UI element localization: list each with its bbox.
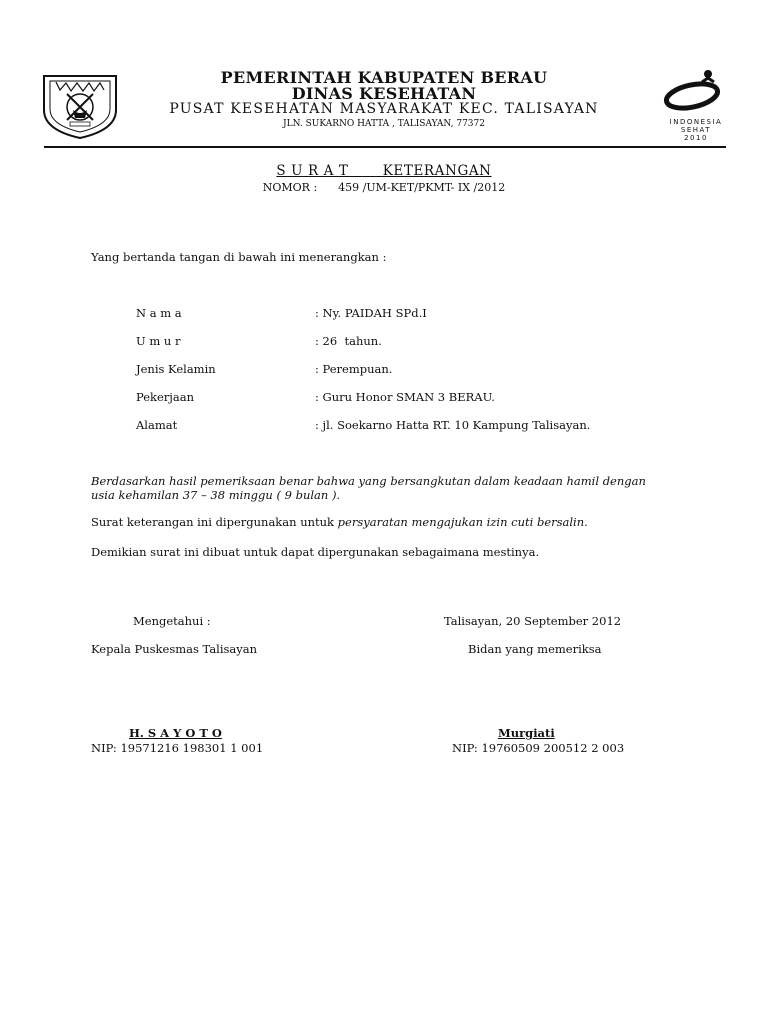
purpose-italic: persyaratan mengajukan izin cuti bersalin. xyxy=(337,515,588,529)
left-signatory-name: H. S A Y O T O xyxy=(129,726,222,740)
field-value-umur: : 26 tahun. xyxy=(315,334,382,348)
field-label-pekerjaan: Pekerjaan xyxy=(136,390,194,404)
letter-title: S U R A T KETERANGAN xyxy=(276,163,492,179)
left-signatory-nip: NIP: 19571216 198301 1 001 xyxy=(91,741,264,755)
field-label-jenis-kelamin: Jenis Kelamin xyxy=(136,362,216,376)
left-sign-heading: Mengetahui : xyxy=(133,614,211,628)
letterhead-address: JLN. SUKARNO HATTA , TALISAYAN, 77372 xyxy=(283,119,485,129)
logo-text-sehat: SEHAT xyxy=(680,126,712,134)
letterhead-agency: DINAS KESEHATAN xyxy=(291,84,477,103)
finding-text-line2: usia kehamilan 37 – 38 minggu ( 9 bulan ). xyxy=(91,488,341,502)
letterhead-divider xyxy=(44,146,726,148)
closing-text: Demikian surat ini dibuat untuk dapat dipergunakan sebagaimana mestinya. xyxy=(91,545,540,559)
indonesia-sehat-swoosh-icon xyxy=(662,66,730,114)
field-value-jenis-kelamin: : Perempuan. xyxy=(315,362,393,376)
field-value-pekerjaan: : Guru Honor SMAN 3 BERAU. xyxy=(315,390,495,404)
letterhead-government: PEMERINTAH KABUPATEN BERAU xyxy=(220,68,548,87)
right-sign-role: Bidan yang memeriksa xyxy=(468,642,602,656)
intro-text: Yang bertanda tangan di bawah ini menerangkan : xyxy=(91,250,387,264)
right-signatory-nip: NIP: 19760509 200512 2 003 xyxy=(452,741,625,755)
indonesia-sehat-logo xyxy=(662,66,730,142)
field-label-alamat: Alamat xyxy=(136,418,178,432)
logo-text-indonesia: INDONESIA xyxy=(669,118,723,126)
field-value-alamat: : jl. Soekarno Hatta RT. 10 Kampung Talisayan. xyxy=(315,418,591,432)
logo-text-year: 2010 xyxy=(684,134,708,142)
finding-text-line1: Berdasarkan hasil pemeriksaan benar bahwa yang bersangkutan dalam keadaan hamil dengan xyxy=(91,474,646,488)
letterhead-puskesmas: PUSAT KESEHATAN MASYARAKAT KEC. TALISAYAN xyxy=(169,101,599,117)
right-sign-date: Talisayan, 20 September 2012 xyxy=(444,614,622,628)
field-label-umur: U m u r xyxy=(136,334,181,348)
field-value-nama: : Ny. PAIDAH SPd.I xyxy=(315,306,427,320)
purpose-text xyxy=(91,515,588,529)
right-signatory-name: Murgiati xyxy=(498,726,555,740)
left-sign-role: Kepala Puskesmas Talisayan xyxy=(91,642,258,656)
purpose-prefix: Surat keterangan ini dipergunakan untuk xyxy=(91,515,338,529)
field-label-nama: N a m a xyxy=(136,306,182,320)
letter-number: NOMOR : 459 /UM-KET/PKMT- IX /2012 xyxy=(262,181,506,194)
